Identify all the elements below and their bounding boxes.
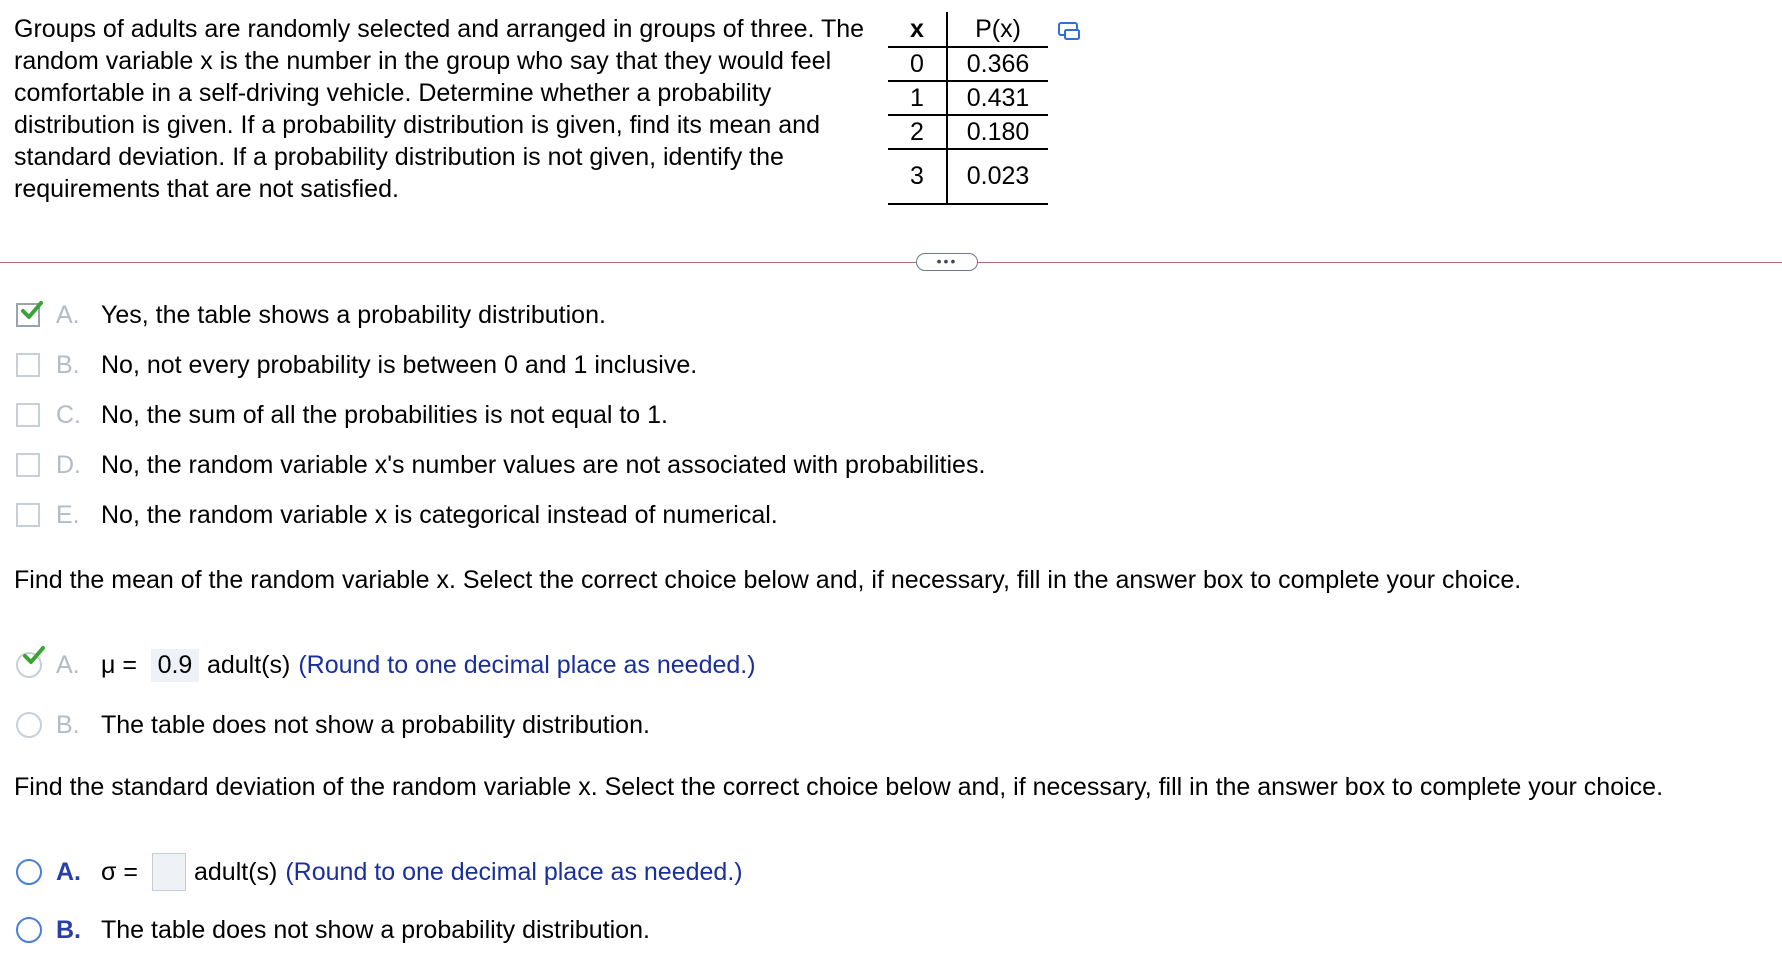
choice-letter: D. [56,450,81,479]
checkbox-icon[interactable] [16,353,40,377]
choice-letter: C. [56,400,81,429]
checkbox-checked-icon[interactable] [16,303,40,327]
table-row [888,81,1048,115]
radio-selected-icon[interactable] [16,652,42,678]
choice-letter: B. [56,350,80,379]
sd-prompt: Find the standard deviation of the random variable x. Select the correct choice below and, if necessary, fill in the answer box to complete your choice. [14,773,1664,801]
rounding-hint: (Round to one decimal place as needed.) [285,857,743,886]
choice-a-row[interactable] [16,298,606,332]
table-cell-x: 2 [888,115,947,149]
mean-prompt: Find the mean of the random variable x. Select the correct choice below and, if necessary, fill in the answer box to complete your choice. [14,566,1522,594]
choice-e-row[interactable] [16,498,778,532]
sigma-symbol: σ = [101,857,138,886]
table-cell-x: 1 [888,81,947,115]
mean-choice-a-row[interactable] [16,648,756,682]
choice-text: No, not every probability is between 0 and 1 inclusive. [101,350,698,379]
table-cell-x: 3 [888,149,947,204]
choice-text: Yes, the table shows a probability distribution. [101,300,606,329]
mu-symbol: μ = [101,650,137,679]
table-row [888,149,1048,204]
table-row [888,47,1048,81]
choice-letter: A. [56,650,80,679]
probability-table [888,12,1048,205]
table-cell-p: 0.180 [947,115,1048,149]
sd-choice-a-row[interactable] [16,855,743,889]
choice-letter: E. [56,500,80,529]
choice-letter: A. [56,300,80,329]
section-divider [0,262,1782,263]
choice-text: The table does not show a probability distribution. [101,710,650,739]
copy-table-icon[interactable] [1057,20,1083,42]
sd-choice-b-row[interactable] [16,913,650,947]
problem-text: Groups of adults are randomly selected and arranged in groups of three. The random variable x is the number in the group who say that they would feel comfortable in a self-driving vehicle. Determine whether a probability distribution is given. If a probability distribution is given, find its mean and standard deviation. If a probability distribution is not given, identify the requirements that are not satisfied. [14,15,865,203]
rounding-hint: (Round to one decimal place as needed.) [298,650,756,679]
choice-b-row[interactable] [16,348,697,382]
table-header-x: x [888,12,947,47]
table-cell-p: 0.023 [947,149,1048,204]
more-button[interactable]: ••• [916,253,978,271]
checkbox-icon[interactable] [16,503,40,527]
table-row [888,115,1048,149]
choice-text: The table does not show a probability distribution. [101,915,650,944]
mean-answer-box[interactable]: 0.9 [151,649,199,682]
radio-icon[interactable] [16,859,42,885]
choice-text: No, the random variable x's number values are not associated with probabilities. [101,450,986,479]
unit-label: adult(s) [206,650,291,679]
checkbox-icon[interactable] [16,403,40,427]
table-header-px: P(x) [947,12,1048,47]
choice-text: No, the random variable x is categorical instead of numerical. [101,500,778,529]
table-cell-x: 0 [888,47,947,81]
choice-letter: B. [56,915,81,944]
radio-icon[interactable] [16,712,42,738]
table-header-row [888,12,1048,47]
table-cell-p: 0.431 [947,81,1048,115]
choice-text: No, the sum of all the probabilities is not equal to 1. [101,400,668,429]
choice-d-row[interactable] [16,448,985,482]
choice-letter: B. [56,710,80,739]
unit-label: adult(s) [193,857,278,886]
checkbox-icon[interactable] [16,453,40,477]
sd-answer-input[interactable] [152,853,186,891]
radio-icon[interactable] [16,917,42,943]
mean-choice-b-row[interactable] [16,708,650,742]
choice-letter: A. [56,857,81,886]
choice-c-row[interactable] [16,398,668,432]
table-cell-p: 0.366 [947,47,1048,81]
